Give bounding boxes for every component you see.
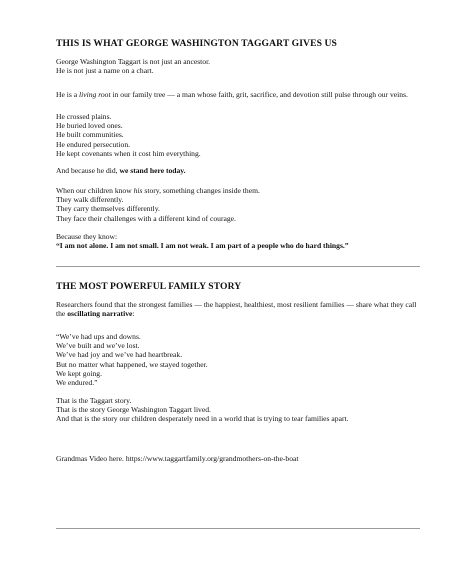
taggart-line: That is the Taggart story.: [56, 396, 132, 405]
research-before: Researchers found that the strongest families — the happiest, healthiest, most resilient families — share what they call the: [56, 300, 417, 319]
narrative-line: We’ve built and we’ve lost.: [56, 341, 140, 351]
intro-line: George Washington Taggart is not just an ancestor.: [56, 57, 211, 66]
living-root-paragraph: [56, 90, 420, 99]
taggart-story-paragraph: [56, 396, 420, 424]
children-first-before: When our children know: [56, 186, 134, 195]
children-first-after: story, something changes inside them.: [142, 186, 260, 195]
section1-heading: THIS IS WHAT GEORGE WASHINGTON TAGGART GIVES US: [56, 38, 337, 49]
deed-line: He buried loved ones.: [56, 121, 123, 131]
because-paragraph: [56, 166, 420, 175]
taggart-line: That is the story George Washington Taggart lived.: [56, 405, 211, 415]
living-root-before: He is a: [56, 90, 79, 99]
deeds-list: [56, 112, 420, 158]
section2: [56, 281, 420, 293]
because-before: And because he did,: [56, 166, 120, 175]
narrative-line: “We’ve had ups and downs.: [56, 332, 141, 341]
children-line: They face their challenges with a different kind of courage.: [56, 213, 236, 223]
section2-heading: THE MOST POWERFUL FAMILY STORY: [56, 281, 242, 292]
bottom-divider: [56, 528, 420, 529]
intro-paragraph: [56, 57, 420, 75]
know-quote: “I am not alone. I am not small. I am not weak. I am part of a people who do hard things.”: [56, 241, 349, 251]
children-line: They carry themselves differently.: [56, 204, 160, 214]
know-label: Because they know:: [56, 232, 118, 241]
know-paragraph: [56, 232, 420, 250]
living-root-emph: living root: [79, 90, 111, 99]
deed-line: He endured persecution.: [56, 139, 131, 149]
narrative-line: We kept going.: [56, 368, 102, 378]
children-first-emph: his: [133, 186, 143, 195]
deed-line: He crossed plains.: [56, 112, 112, 121]
narrative-quote: [56, 332, 420, 387]
because-bold: we stand here today.: [119, 166, 186, 175]
children-first-line: [56, 186, 420, 195]
narrative-line: We’ve had joy and we’ve had heartbreak.: [56, 350, 183, 360]
taggart-line: And that is the story our children desperately need in a world that is trying to tear families apart.: [56, 414, 349, 424]
research-bold: oscillating narrative: [67, 309, 133, 319]
section1: [56, 38, 420, 50]
children-line: They walk differently.: [56, 195, 124, 205]
intro-line: He is not just a name on a chart.: [56, 66, 154, 76]
children-paragraph: [56, 186, 420, 223]
narrative-line: We endured.”: [56, 378, 98, 388]
deed-line: He built communities.: [56, 130, 124, 140]
research-paragraph: [56, 300, 420, 318]
research-after: :: [132, 309, 135, 319]
living-root-after: in our family tree — a man whose faith, grit, sacrifice, and devotion still pulse through our veins.: [110, 90, 408, 99]
video-paragraph: [56, 454, 420, 463]
narrative-line: But no matter what happened, we stayed together.: [56, 359, 208, 369]
section-divider: [56, 266, 420, 267]
video-link-text[interactable]: Grandmas Video here. https://www.taggartfamily.org/grandmothers-on-the-boat: [56, 454, 299, 463]
deed-line: He kept covenants when it cost him everything.: [56, 148, 201, 158]
